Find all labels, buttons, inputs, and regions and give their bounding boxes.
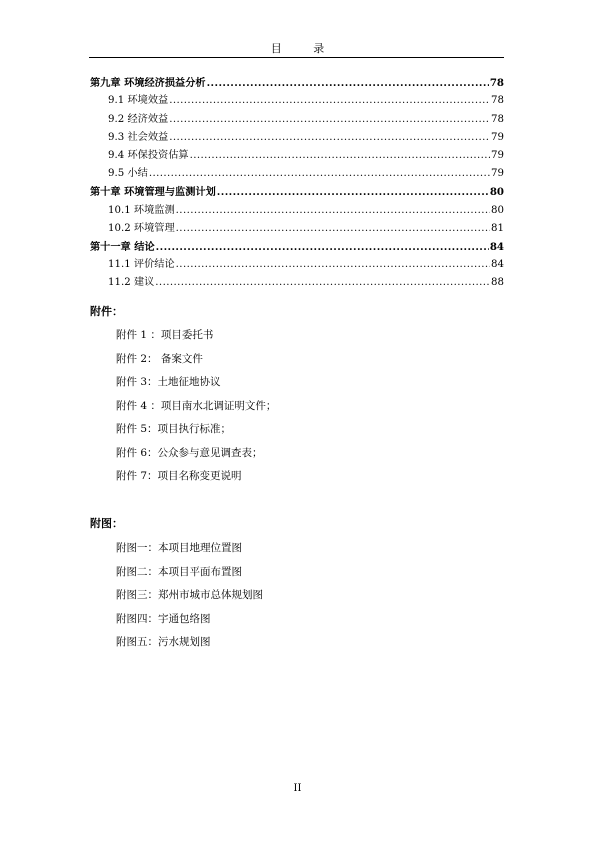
toc-dot-leader (149, 168, 490, 180)
toc-entry-section[interactable] (90, 253, 504, 271)
toc-entry-chapter[interactable] (90, 71, 504, 89)
toc-entry-page: 84 (489, 240, 504, 253)
toc-dot-leader (156, 241, 489, 253)
page-number: II (293, 783, 302, 794)
table-of-contents (90, 71, 504, 289)
toc-entry-page: 78 (491, 113, 504, 125)
figure-item: 附图五：污水规划图 (116, 636, 211, 648)
toc-entry-title: 第十章 环境管理与监测计划 (90, 186, 216, 199)
figure-item: 附图二：本项目平面布置图 (116, 565, 242, 578)
header-rule (89, 57, 504, 58)
attachments-heading: 附件： (90, 305, 123, 318)
toc-entry-section[interactable] (90, 126, 504, 144)
toc-dot-leader (176, 205, 490, 217)
toc-entry-section[interactable] (90, 107, 504, 125)
attachment-item: 附件 1 ：项目委托书 (116, 329, 214, 341)
toc-entry-section[interactable] (90, 198, 504, 216)
attachment-item: 附件 5：项目执行标准； (116, 423, 232, 435)
toc-entry-title: 9.3 社会效益 (108, 131, 169, 143)
toc-entry-title: 10.1 环境监测 (108, 204, 175, 216)
toc-entry-title: 9.4 环保投资估算 (108, 149, 189, 161)
toc-entry-page: 79 (491, 149, 504, 161)
figures-heading: 附图： (90, 517, 123, 530)
toc-entry-page: 80 (491, 204, 504, 216)
attachments-list (116, 328, 276, 493)
page-header-title: 目 录 (270, 42, 339, 55)
toc-entry-page: 80 (489, 186, 504, 199)
toc-dot-leader (155, 277, 490, 289)
toc-entry-title: 10.2 环境管理 (108, 222, 175, 234)
toc-entry-chapter[interactable] (90, 235, 504, 253)
toc-dot-leader (207, 77, 489, 89)
toc-entry-title: 9.1 环境效益 (108, 95, 169, 107)
toc-entry-title: 第十一章 结论 (90, 240, 155, 253)
figure-item: 附图三：郑州市城市总体规划图 (116, 589, 263, 601)
toc-entry-title: 11.2 建议 (108, 277, 155, 289)
toc-entry-page: 78 (489, 77, 504, 90)
toc-entry-page: 79 (491, 131, 504, 143)
toc-dot-leader (169, 132, 490, 144)
toc-entry-title: 9.2 经济效益 (108, 113, 169, 125)
toc-entry-page: 78 (491, 95, 504, 107)
toc-dot-leader (217, 186, 489, 198)
toc-entry-title: 11.1 评价结论 (108, 259, 175, 271)
toc-entry-page: 84 (491, 259, 504, 271)
toc-entry-page: 88 (491, 277, 504, 289)
attachment-item: 附件 3：土地征地协议 (116, 376, 221, 388)
toc-entry-page: 81 (491, 222, 504, 234)
toc-entry-section[interactable] (90, 89, 504, 107)
toc-entry-section[interactable] (90, 162, 504, 180)
toc-entry-section[interactable] (90, 217, 504, 235)
figure-item: 附图四：宇通包络图 (116, 612, 211, 625)
toc-dot-leader (176, 259, 490, 271)
attachment-item: 附件 6：公众参与意见调查表； (116, 446, 263, 459)
toc-entry-title: 第九章 环境经济损益分析 (90, 77, 206, 90)
figure-item: 附图一：本项目地理位置图 (116, 542, 242, 554)
toc-dot-leader (176, 223, 490, 235)
toc-entry-section[interactable] (90, 144, 504, 162)
toc-entry-page: 79 (491, 168, 504, 180)
toc-dot-leader (169, 95, 490, 107)
toc-entry-chapter[interactable] (90, 180, 504, 198)
toc-dot-leader (190, 150, 490, 162)
toc-entry-section[interactable] (90, 271, 504, 289)
attachment-item: 附件 4 ：项目南水北调证明文件； (116, 399, 277, 412)
figures-list (116, 541, 263, 659)
attachment-item: 附件 7：项目名称变更说明 (116, 470, 242, 482)
toc-entry-title: 9.5 小结 (108, 168, 148, 180)
attachment-item: 附件 2： 备案文件 (116, 352, 203, 365)
toc-dot-leader (169, 114, 490, 126)
